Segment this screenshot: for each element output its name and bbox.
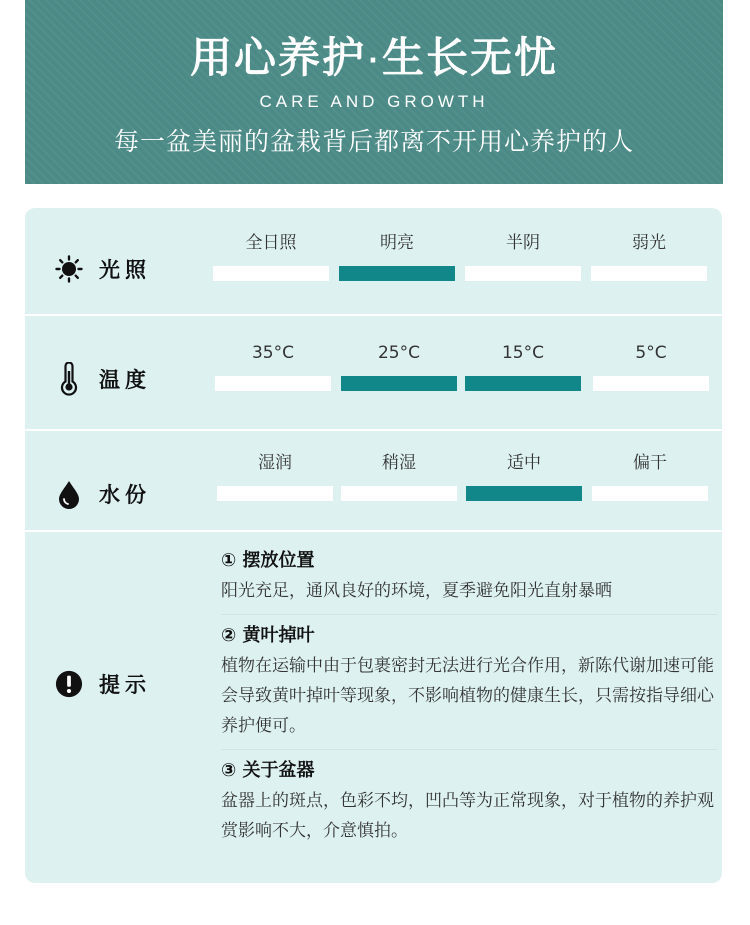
title-left: 用心养护 — [190, 33, 367, 82]
title-right: 生长无忧 — [381, 33, 558, 82]
tip-item — [221, 615, 717, 750]
level-bar — [341, 486, 457, 501]
english-subtitle: CARE AND GROWTH — [259, 92, 489, 111]
option-label: 稍湿 — [382, 453, 416, 473]
level-bar — [592, 486, 708, 501]
level-bar — [466, 486, 582, 501]
sun-icon — [55, 255, 83, 283]
option-label: 弱光 — [632, 233, 666, 253]
light-option — [213, 232, 329, 281]
water-drop-icon — [55, 480, 83, 508]
level-bar — [465, 376, 581, 391]
option-label: 半阴 — [506, 233, 540, 253]
temperature-row — [25, 316, 722, 431]
tips-label — [55, 669, 151, 699]
water-label — [55, 479, 151, 509]
option-label: 湿润 — [258, 453, 292, 473]
tips-label-text: 提示 — [99, 673, 151, 697]
level-bar — [217, 486, 333, 501]
water-option — [466, 452, 582, 501]
water-label-text: 水份 — [99, 483, 151, 507]
tip-body: 盆器上的斑点，色彩不均，凹凸等为正常现象，对于植物的养护观赏影响不大，介意慎拍。 — [221, 791, 714, 841]
option-label: 全日照 — [245, 233, 297, 253]
water-row — [25, 431, 722, 532]
page-title — [25, 30, 723, 89]
light-label — [55, 254, 151, 284]
level-bar — [593, 376, 709, 391]
tip-body: 植物在运输中由于包裹密封无法进行光合作用，新陈代谢加速可能会导致黄叶掉叶等现象，不影响植物的健康生长，只需按指导细心养护便可。 — [221, 656, 714, 736]
option-label: 25°C — [377, 343, 420, 363]
option-label: 明亮 — [380, 233, 414, 253]
water-option — [592, 452, 708, 501]
light-option — [591, 232, 707, 281]
temperature-option — [465, 342, 581, 391]
water-option — [217, 452, 333, 501]
level-bar — [339, 266, 455, 281]
option-label: 5°C — [635, 343, 667, 363]
level-bar — [465, 266, 581, 281]
slogan: 每一盆美丽的盆栽背后都离不开用心养护的人 — [113, 127, 634, 156]
option-label: 适中 — [507, 453, 541, 473]
temperature-option — [341, 342, 457, 391]
temperature-option — [593, 342, 709, 391]
exclamation-icon — [55, 670, 83, 698]
light-row — [25, 208, 722, 316]
tips-list — [221, 540, 717, 854]
thermometer-icon — [55, 365, 83, 393]
light-option — [465, 232, 581, 281]
tip-title: ② 黄叶掉叶 — [221, 625, 315, 646]
option-label: 偏干 — [633, 453, 667, 473]
title-dot: · — [368, 45, 380, 76]
tips-row — [25, 532, 722, 883]
water-option — [341, 452, 457, 501]
level-bar — [213, 266, 329, 281]
temperature-label-text: 温度 — [99, 368, 151, 392]
care-card — [25, 208, 722, 883]
tip-item — [221, 750, 717, 854]
level-bar — [215, 376, 331, 391]
light-option — [339, 232, 455, 281]
tip-title: ③ 关于盆器 — [221, 760, 315, 781]
tip-body: 阳光充足，通风良好的环境，夏季避免阳光直射暴晒 — [221, 581, 612, 601]
light-label-text: 光照 — [99, 258, 151, 282]
option-label: 35°C — [251, 343, 294, 363]
temperature-option — [215, 342, 331, 391]
temperature-label — [55, 364, 151, 394]
tip-item — [221, 540, 717, 615]
tip-title: ① 摆放位置 — [221, 550, 315, 571]
header-banner — [25, 0, 723, 184]
level-bar — [341, 376, 457, 391]
level-bar — [591, 266, 707, 281]
option-label: 15°C — [501, 343, 544, 363]
